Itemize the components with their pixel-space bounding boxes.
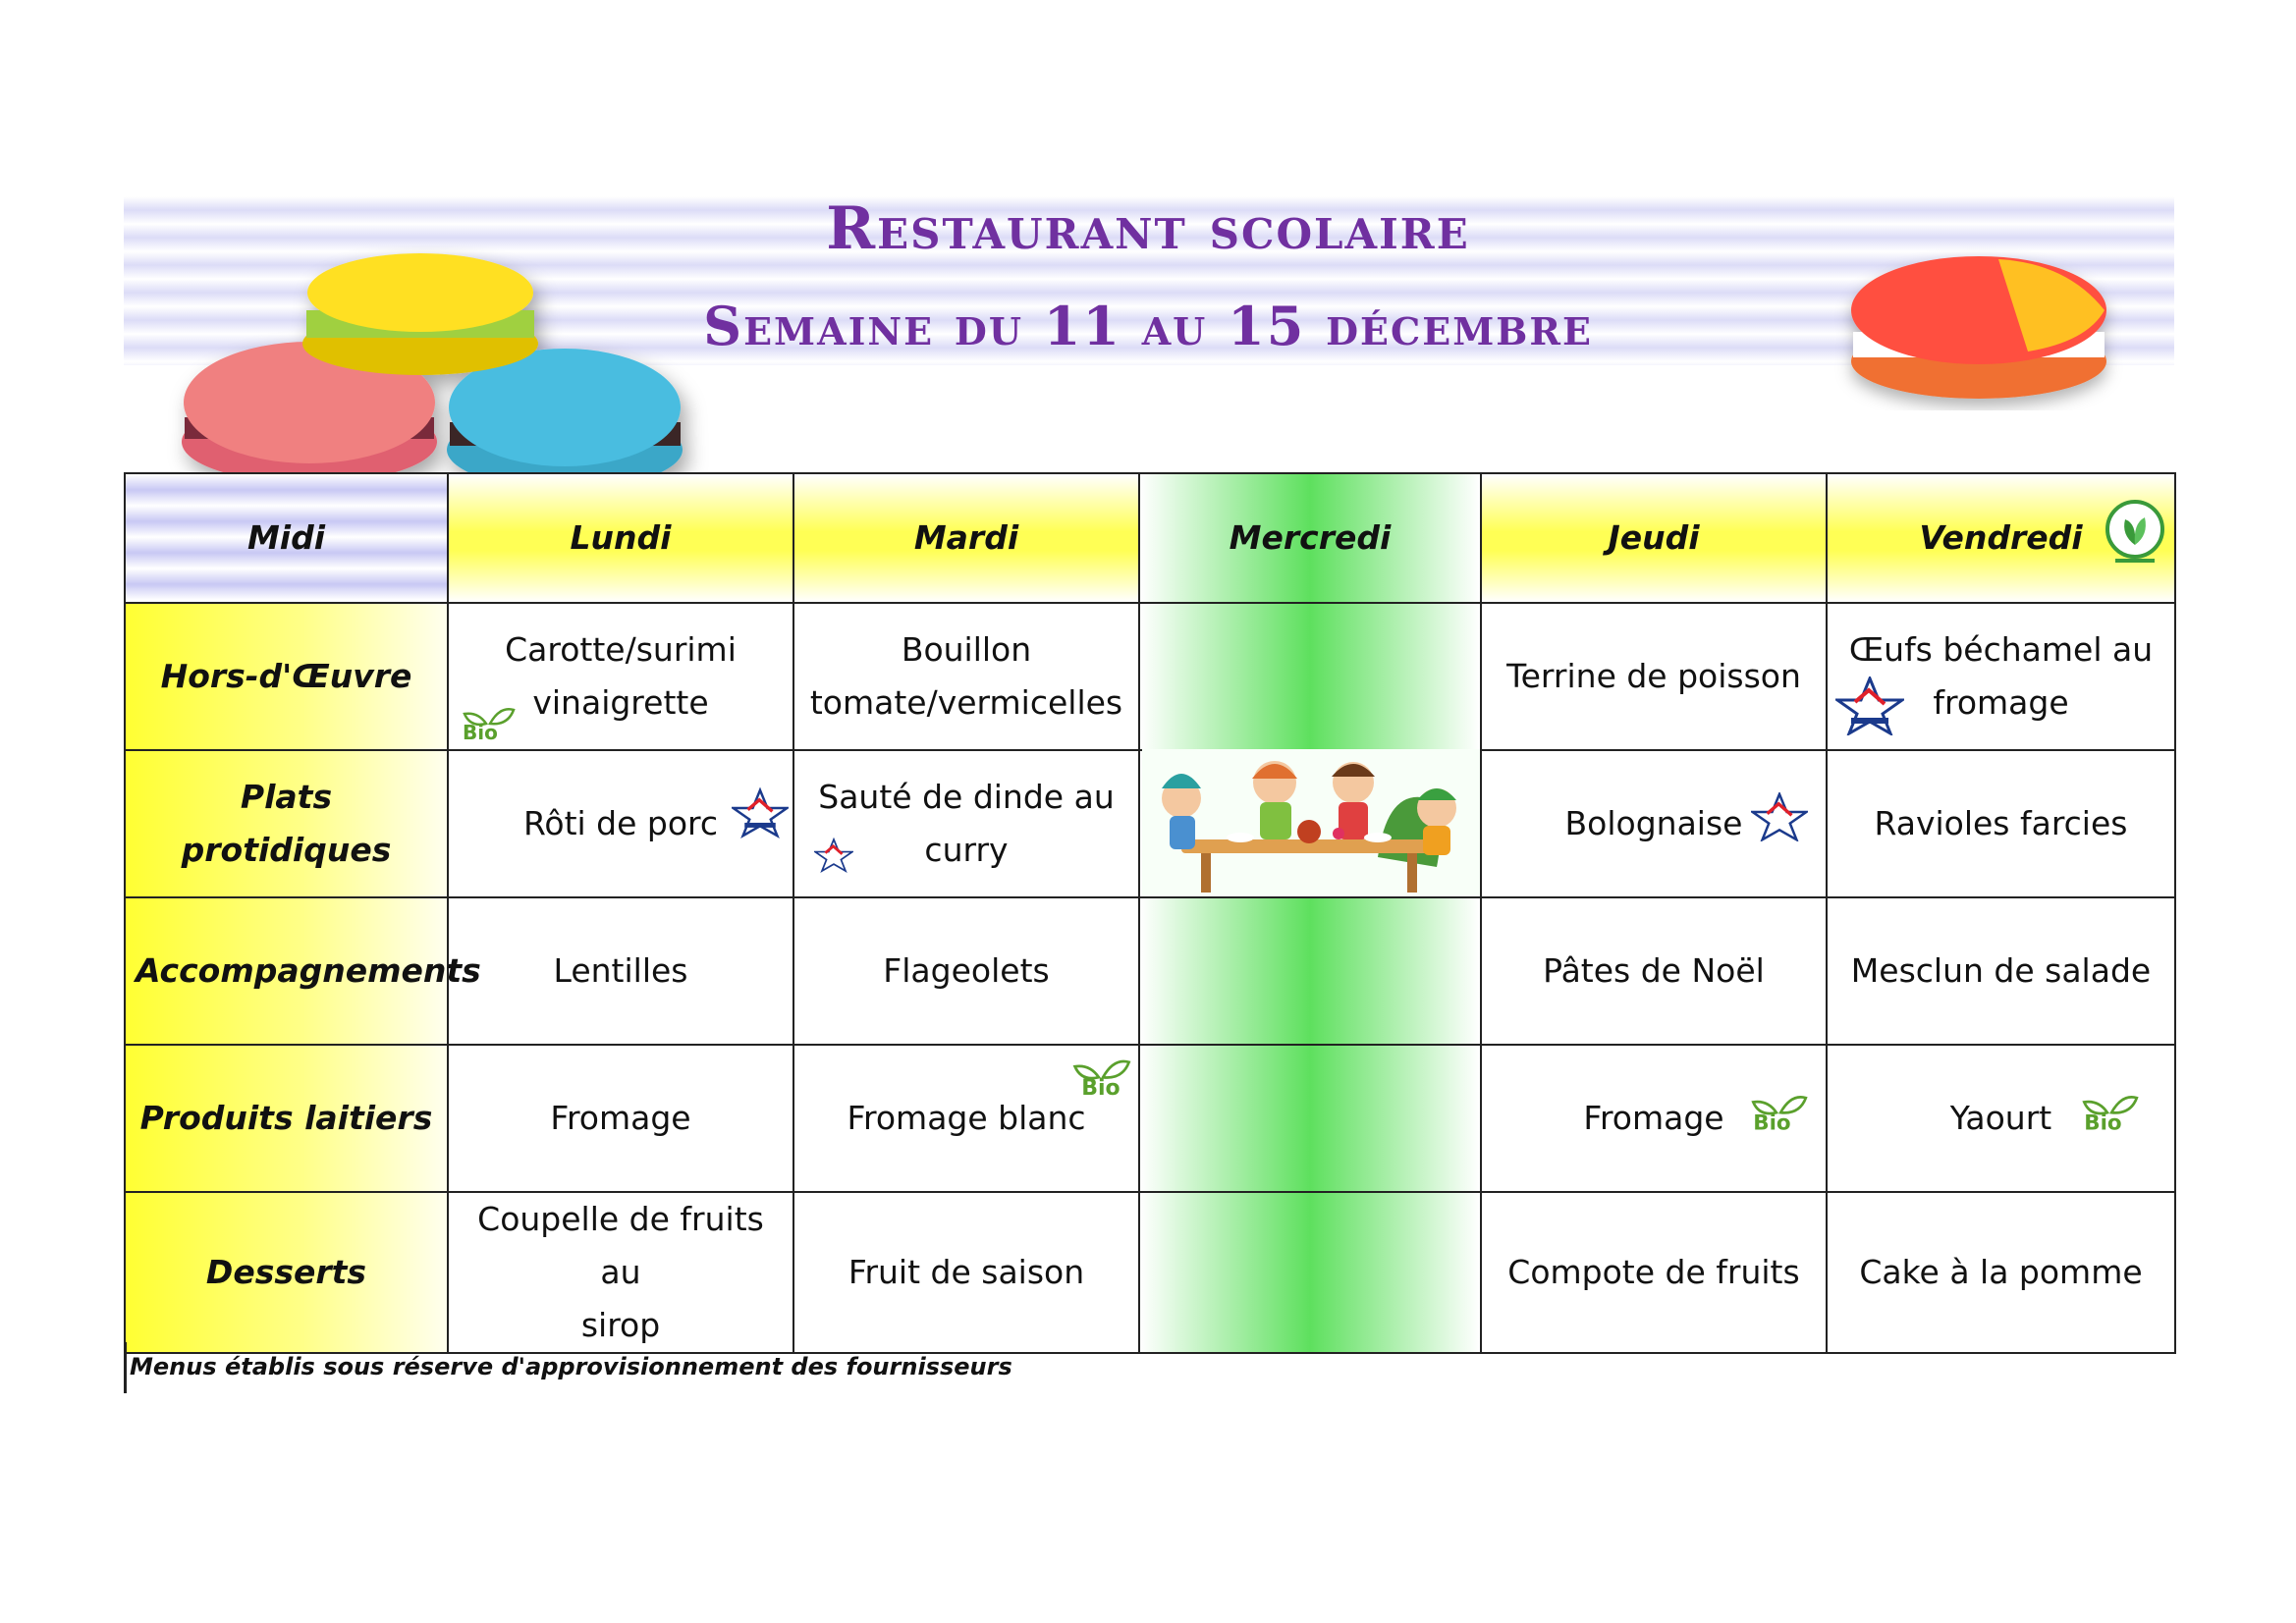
table-row xyxy=(125,1192,2175,1353)
cell-mardi-laitiers: Fromage blanc Bio xyxy=(793,1045,1139,1192)
cell-jeudi-laitiers: Fromage Bio xyxy=(1481,1045,1827,1192)
table-row xyxy=(125,603,2175,750)
france-origin-star-icon xyxy=(814,838,853,873)
svg-text:Bio: Bio xyxy=(1081,1075,1121,1097)
cell-mercredi-laitiers xyxy=(1139,1045,1481,1192)
france-origin-star-icon xyxy=(1751,792,1808,841)
cell-jeudi-plats: Bolognaise xyxy=(1481,750,1827,897)
cell-mercredi-hors-doeuvre xyxy=(1139,603,1481,750)
cell-vendredi-plats: Ravioles farcies xyxy=(1827,750,2175,897)
cell-mardi-hors-doeuvre: Bouillon tomate/vermicelles xyxy=(793,603,1139,750)
cell-mercredi-accompagnements xyxy=(1139,897,1481,1045)
cell-mercredi-plats xyxy=(1139,750,1481,897)
cell-lundi-hors-doeuvre: Carotte/surimi vinaigrette Bio xyxy=(448,603,793,750)
eco-label-icon xyxy=(2104,498,2166,567)
page-subtitle: Semaine du 11 au 15 décembre xyxy=(703,295,1593,357)
row-label-hors-doeuvre: Hors-d'Œuvre xyxy=(125,603,448,750)
svg-text:Bio: Bio xyxy=(2084,1110,2122,1132)
header-vendredi-label: Vendredi xyxy=(1919,518,2083,557)
cell-mardi-plats: Sauté de dinde au curry xyxy=(793,750,1139,897)
svg-text:Bio: Bio xyxy=(1753,1110,1791,1132)
header-vendredi xyxy=(1827,473,2175,603)
cell-jeudi-hors-doeuvre: Terrine de poisson xyxy=(1481,603,1827,750)
row-label-produits-laitiers: Produits laitiers xyxy=(125,1045,448,1192)
table-header-row xyxy=(125,473,2175,603)
row-label-desserts: Desserts xyxy=(125,1192,448,1353)
row-label-accompagnements: Accompagnements xyxy=(125,897,448,1045)
france-origin-star-icon xyxy=(732,786,789,839)
cell-vendredi-accompagnements: Mesclun de salade xyxy=(1827,897,2175,1045)
bio-leaf-icon xyxy=(1749,1089,1808,1132)
footnote-rule xyxy=(124,1342,127,1393)
children-eating-illustration xyxy=(1142,749,1480,896)
menu-table xyxy=(124,472,2176,1354)
row-label-plats: Plats protidiques xyxy=(125,750,448,897)
svg-text:Bio: Bio xyxy=(463,721,498,741)
cell-jeudi-accompagnements: Pâtes de Noël xyxy=(1481,897,1827,1045)
header-jeudi: Jeudi xyxy=(1481,473,1827,603)
header-mardi: Mardi xyxy=(793,473,1139,603)
cell-mercredi-desserts xyxy=(1139,1192,1481,1353)
header-mercredi: Mercredi xyxy=(1139,473,1481,603)
bio-leaf-icon xyxy=(2080,1089,2139,1132)
cell-vendredi-hors-doeuvre: Œufs béchamel au fromage xyxy=(1827,603,2175,750)
header-lundi: Lundi xyxy=(448,473,793,603)
macaron-illustration-right xyxy=(1831,234,2126,410)
header-corner: Midi xyxy=(125,473,448,603)
cell-mardi-accompagnements: Flageolets xyxy=(793,897,1139,1045)
page-title: Restaurant scolaire xyxy=(826,194,1470,263)
cell-lundi-plats: Rôti de porc xyxy=(448,750,793,897)
bio-leaf-icon xyxy=(461,702,516,741)
footnote: Menus établis sous réserve d'approvisionnement des fournisseurs xyxy=(130,1353,1012,1380)
table-row xyxy=(125,897,2175,1045)
cell-lundi-laitiers: Fromage xyxy=(448,1045,793,1192)
bio-leaf-icon xyxy=(1069,1054,1132,1097)
table-row xyxy=(125,750,2175,897)
cell-lundi-accompagnements: Lentilles xyxy=(448,897,793,1045)
france-origin-star-icon xyxy=(1835,676,1904,735)
cell-lundi-desserts: Coupelle de fruits au sirop xyxy=(448,1192,793,1353)
cell-vendredi-laitiers: Yaourt Bio xyxy=(1827,1045,2175,1192)
cell-vendredi-desserts: Cake à la pomme xyxy=(1827,1192,2175,1353)
cell-jeudi-desserts: Compote de fruits xyxy=(1481,1192,1827,1353)
table-row xyxy=(125,1045,2175,1192)
cell-mardi-desserts: Fruit de saison xyxy=(793,1192,1139,1353)
